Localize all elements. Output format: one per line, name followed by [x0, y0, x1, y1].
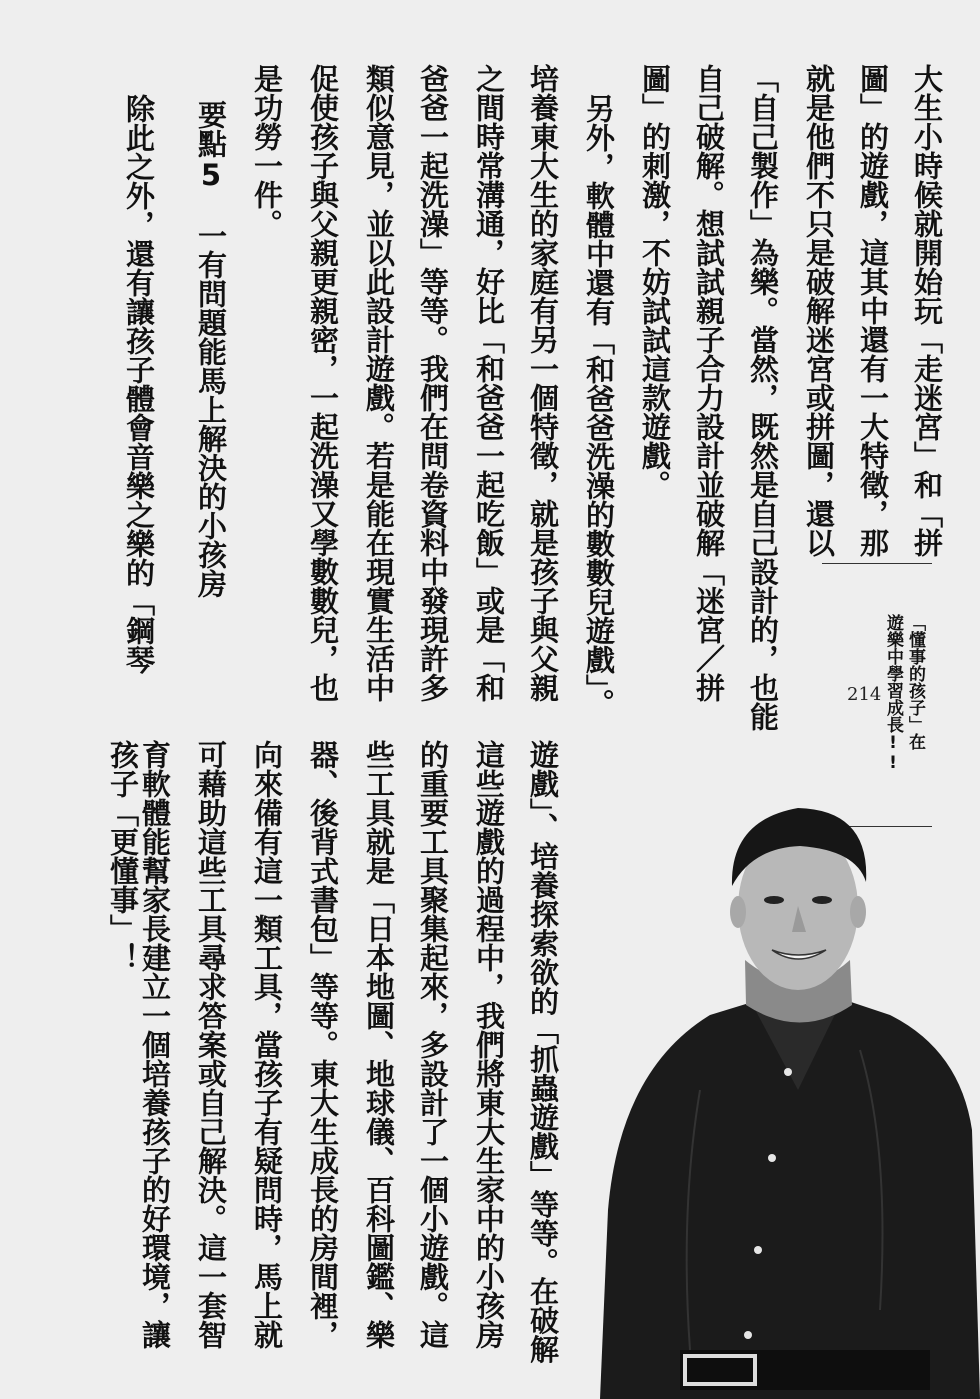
text-column: 孩子「更懂事」！	[106, 740, 140, 972]
text-column: 「自己製作」為樂。當然，既然是自己設計的，也能	[746, 64, 780, 731]
text-column: 遊戲」、培養探索欲的「抓蟲遊戲」等等。在破解	[526, 740, 560, 1364]
section-heading: 要點5 一有問題能馬上解決的小孩房	[194, 100, 228, 598]
text-column: 大生小時候就開始玩「走迷宮」和「拼	[910, 64, 944, 557]
text-column: 是功勞一件。	[250, 64, 284, 238]
text-column: 就是他們不只是破解迷宮或拼圖，還以	[802, 64, 836, 557]
text-column: 自己破解。想試試親子合力設計並破解「迷宮／拼	[692, 64, 726, 702]
text-column: 些工具就是「日本地圖、地球儀、百科圖鑑、樂	[362, 740, 396, 1349]
text-column: 可藉助這些工具尋求答案或自己解決。這一套智	[194, 740, 228, 1349]
text-column: 之間時常溝通，好比「和爸爸一起吃飯」或是「和	[472, 64, 506, 702]
text-column: 爸爸一起洗澡」等等。我們在問卷資料中發現許多	[416, 64, 450, 702]
text-column: 器、後背式書包」等等。東大生成長的房間裡，	[306, 740, 340, 1349]
text-column: 圖」的刺激，不妨試試這款遊戲。	[638, 64, 672, 499]
text-column: 另外，軟體中還有「和爸爸洗澡的數數兒遊戲」。	[582, 94, 616, 718]
text-column: 育軟體能幫家長建立一個培養孩子的好環境，讓	[138, 740, 172, 1349]
portrait-photo	[560, 790, 980, 1399]
page-number: 214	[847, 684, 882, 705]
text-column: 除此之外，還有讓孩子體會音樂之樂的「鋼琴	[122, 94, 156, 674]
text-column: 促使孩子與父親更親密，一起洗澡又學數數兒，也	[306, 64, 340, 702]
text-column: 向來備有這一類工具，當孩子有疑問時，馬上就	[250, 740, 284, 1349]
text-column: 類似意見，並以此設計遊戲。若是能在現實生活中	[362, 64, 396, 702]
running-head-line2: 遊樂中學習成長!!	[883, 614, 903, 773]
header-rule-top	[822, 563, 932, 564]
text-column: 這些遊戲的過程中，我們將東大生家中的小孩房	[472, 740, 506, 1349]
text-column: 培養東大生的家庭有另一個特徵，就是孩子與父親	[526, 64, 560, 702]
text-column: 的重要工具聚集起來，多設計了一個小遊戲。這	[416, 740, 450, 1349]
text-column: 圖」的遊戲，這其中還有一大特徵，那	[856, 64, 890, 557]
running-head-line1: 「懂事的孩子」在	[905, 614, 925, 750]
